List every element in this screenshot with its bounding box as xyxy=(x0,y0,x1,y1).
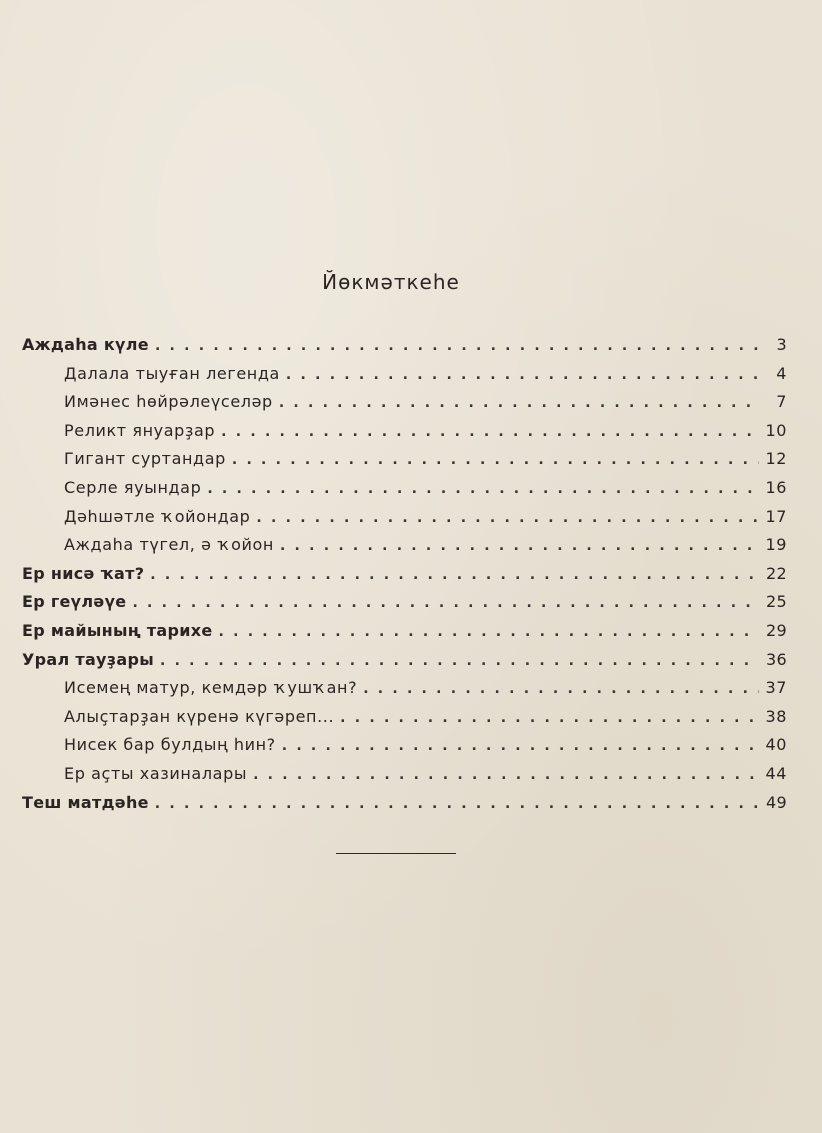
toc-entry-page: 25 xyxy=(766,592,787,612)
toc-entry xyxy=(22,707,787,736)
toc-entry xyxy=(22,650,787,679)
toc-entry-page: 12 xyxy=(765,449,787,469)
toc-entry xyxy=(22,592,787,621)
dot-leader xyxy=(279,395,759,411)
dot-leader xyxy=(160,653,759,669)
toc-entry-title: Имәнес һөйрәлеүселәр xyxy=(64,392,273,412)
dot-leader xyxy=(155,338,759,354)
toc-entry xyxy=(22,621,787,650)
toc-entry xyxy=(22,449,787,478)
toc-entry xyxy=(22,764,787,793)
toc-entry-title: Ер майының тарихе xyxy=(22,620,213,640)
toc-entry-page: 7 xyxy=(776,392,787,412)
toc-entry xyxy=(22,507,787,536)
dot-leader xyxy=(253,767,759,783)
toc-entry-page: 40 xyxy=(765,735,787,755)
toc-entry-title: Исемең матур, кемдәр ҡушҡан? xyxy=(64,678,358,698)
toc-entry xyxy=(22,421,787,450)
toc-entry-title: Теш матдәһе xyxy=(22,792,149,812)
table-of-contents xyxy=(22,335,787,821)
toc-entry-page: 49 xyxy=(766,792,787,812)
toc-entry-title: Аждаһа түгел, ә ҡойон xyxy=(64,535,274,555)
toc-entry-title: Ер нисә ҡат? xyxy=(22,563,145,583)
toc-entry xyxy=(22,392,787,421)
closing-rule xyxy=(336,853,456,854)
dot-leader xyxy=(282,738,759,754)
toc-entry-page: 10 xyxy=(765,420,787,440)
dot-leader xyxy=(207,481,759,497)
toc-entry-page: 37 xyxy=(765,678,787,698)
dot-leader xyxy=(280,538,759,554)
dot-leader xyxy=(219,624,759,640)
toc-entry-page: 19 xyxy=(765,535,787,555)
toc-entry xyxy=(22,678,787,707)
toc-entry xyxy=(22,793,787,822)
toc-entry-page: 3 xyxy=(776,335,787,354)
dot-leader xyxy=(221,424,759,440)
toc-entry xyxy=(22,535,787,564)
toc-entry-page: 44 xyxy=(765,763,787,783)
toc-entry xyxy=(22,478,787,507)
toc-entry-title: Нисек бар булдың һин? xyxy=(64,735,276,755)
dot-leader xyxy=(232,452,759,468)
dot-leader xyxy=(150,567,759,583)
toc-entry xyxy=(22,335,787,364)
toc-entry-title: Серле яуындар xyxy=(64,477,202,497)
toc-entry-title: Ер геүләүе xyxy=(22,592,127,612)
toc-entry-title: Реликт януарҙар xyxy=(64,420,216,440)
toc-entry-page: 16 xyxy=(765,477,787,497)
toc-title: Йөкмәткеһе xyxy=(322,270,460,294)
toc-entry-page: 17 xyxy=(765,506,787,526)
toc-entry xyxy=(22,735,787,764)
dot-leader xyxy=(286,367,759,383)
toc-entry xyxy=(22,364,787,393)
toc-entry-title: Ер аҫты хазиналары xyxy=(64,763,248,783)
toc-entry-title: Урал тауҙары xyxy=(22,649,154,669)
toc-entry-page: 38 xyxy=(765,706,787,726)
toc-entry xyxy=(22,564,787,593)
toc-entry-page: 22 xyxy=(766,563,787,583)
toc-entry-title: Гигант суртандар xyxy=(64,449,226,469)
dot-leader xyxy=(340,710,759,726)
dot-leader xyxy=(155,796,759,812)
toc-entry-page: 4 xyxy=(776,363,787,383)
dot-leader xyxy=(132,595,759,611)
toc-entry-page: 29 xyxy=(766,620,787,640)
toc-entry-title: Аждаһа күле xyxy=(22,335,149,354)
toc-entry-title: Далала тыуған легенда xyxy=(64,363,280,383)
toc-entry-title: Дәһшәтле ҡойондар xyxy=(64,506,251,526)
dot-leader xyxy=(363,681,759,697)
toc-entry-title: Алыҫтарҙан күренә күгәреп... xyxy=(64,706,335,726)
toc-entry-page: 36 xyxy=(766,649,787,669)
dot-leader xyxy=(256,510,759,526)
